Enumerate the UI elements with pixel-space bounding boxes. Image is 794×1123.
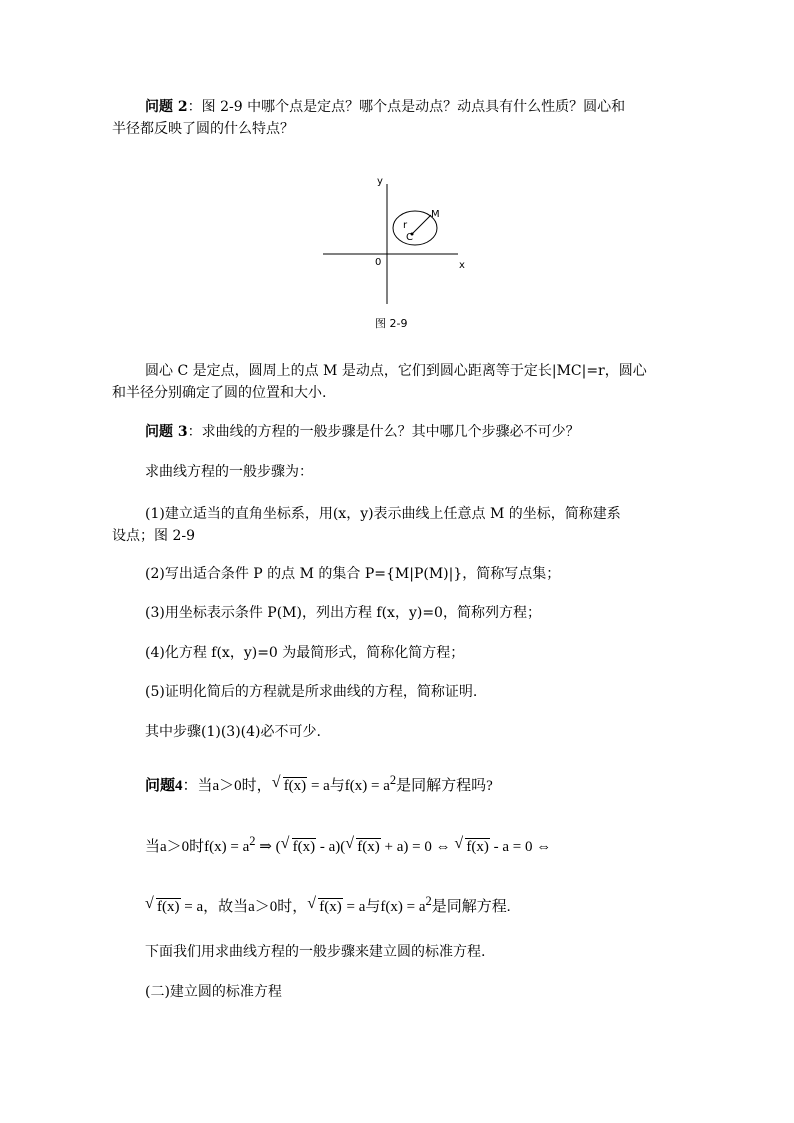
radius-label: r [403, 220, 408, 231]
step-2: (2)写出适合条件 P 的点 M 的集合 P={M|P(M)|}，简称写点集； [145, 566, 561, 582]
derivation-2-part1: = a，故当a＞0时， [180, 899, 308, 915]
derivation-1-part2: - a)( [316, 839, 346, 855]
sqrt-argument: f(x) [466, 839, 489, 855]
radius-line [412, 215, 431, 234]
answer-2-line1: 圆心 C 是定点，圆周上的点 M 是动点，它们到圆心距离等于定长|MC|=r，圆心 [145, 363, 647, 379]
answer-2-paragraph [112, 360, 682, 404]
sqrt-argument: f(x) [157, 899, 180, 915]
sqrt-argument: f(x) [319, 899, 342, 915]
derivation-1-part3: + a) = 0 ⇔ [380, 839, 455, 855]
circle-figure [320, 172, 470, 312]
question-2-label: 问题 2 [145, 99, 188, 115]
question-3-label: 问题 3 [145, 424, 188, 440]
question-2-text-line1: ：图 2-9 中哪个点是定点？哪个点是动点？动点具有什么性质？圆心和 [187, 99, 626, 115]
sqrt-expression: √ f(x) [454, 835, 489, 855]
question-3-text: ：求曲线的方程的一般步骤是什么？其中哪几个步骤必不可少？ [187, 424, 580, 440]
sqrt-expression: √ f(x) [145, 895, 180, 915]
question-4-label: 问题4 [145, 778, 183, 794]
answer-2-line2: 和半径分别确定了圆的位置和大小. [112, 385, 327, 401]
question-4-paragraph [145, 769, 493, 797]
question-2-paragraph [112, 96, 682, 140]
derivation-2-sup: 2 [425, 894, 432, 908]
sqrt-expression: √ f(x) [271, 774, 307, 794]
derivation-line-2 [145, 890, 511, 918]
sqrt-argument: f(x) [283, 778, 307, 794]
section-heading: (二)建立圆的标准方程 [145, 984, 282, 1000]
steps-intro: 求曲线方程的一般步骤为： [145, 464, 313, 480]
question-4-sup: 2 [389, 773, 397, 787]
derivation-1-arrow: ⇒ ( [255, 839, 281, 855]
question-3-paragraph [145, 421, 580, 443]
derivation-2-part3: 是同解方程. [431, 899, 511, 915]
center-label: C [406, 232, 413, 243]
derivation-1-sup: 2 [249, 834, 256, 848]
transition-sentence: 下面我们用求曲线方程的一般步骤来建立圆的标准方程. [145, 944, 486, 960]
derivation-1-pre: 当a＞0时f(x) = a [145, 839, 250, 855]
x-axis-label: x [459, 260, 465, 271]
derivation-line-1 [145, 830, 551, 858]
question-2-text-line2: 半径都反映了圆的什么特点？ [112, 121, 294, 137]
question-4-mid: = a与f(x) = a [307, 778, 390, 794]
step-4: (4)化方程 f(x，y)=0 为最简形式，简称化简方程； [145, 645, 465, 661]
sqrt-expression: √ f(x) [307, 895, 342, 915]
question-4-pre: ：当a＞0时， [182, 778, 272, 794]
step-1-paragraph [112, 503, 682, 547]
sqrt-expression: √ f(x) [345, 835, 380, 855]
necessary-steps: 其中步骤(1)(3)(4)必不可少. [145, 724, 321, 740]
sqrt-argument: f(x) [292, 839, 316, 855]
step-1-line1: (1)建立适当的直角坐标系，用(x，y)表示曲线上任意点 M 的坐标，简称建系 [145, 506, 621, 522]
question-4-post: 是同解方程吗? [396, 778, 493, 794]
point-m-label: M [431, 209, 440, 220]
sqrt-argument: f(x) [357, 839, 380, 855]
step-3: (3)用坐标表示条件 P(M)，列出方程 f(x，y)=0，简称列方程； [145, 605, 541, 621]
derivation-2-part2: = a与f(x) = a [342, 899, 426, 915]
step-5: (5)证明化简后的方程就是所求曲线的方程，简称证明. [145, 684, 478, 700]
origin-label: 0 [375, 257, 382, 268]
figure-caption: 图 2-9 [375, 317, 408, 330]
sqrt-expression: √ f(x) [280, 835, 316, 855]
y-axis-label: y [377, 176, 383, 187]
step-1-line2: 设点；图 2-9 [112, 528, 195, 544]
derivation-1-part4: - a = 0 ⇔ [489, 839, 552, 855]
